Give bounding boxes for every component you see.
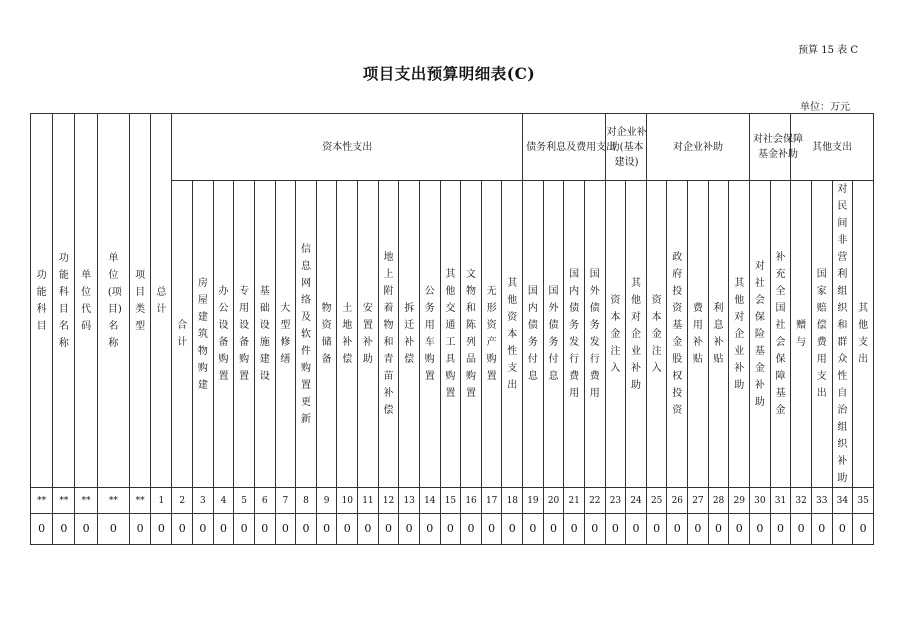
column-number-row-cell: ** [75,488,97,514]
sub-col-header-label: 国家赔偿费用支出 [816,269,827,399]
sub-col-header [543,181,564,488]
value-row-cell: 0 [770,514,791,545]
column-number-row-cell: 1 [151,488,172,514]
value-row-cell: 0 [296,514,317,545]
group-header-label: 对企业补助(基本建设) [606,126,647,168]
fixed-col-header [97,114,129,488]
sub-col-header-label: 其他对企业补助 [631,277,642,391]
sub-col-header [337,181,358,488]
sub-col-header [811,181,832,488]
sub-col-header [254,181,275,488]
column-number-row-cell: 21 [564,488,585,514]
sub-col-header-label: 基础设施建设 [259,286,270,382]
column-number-row-cell: 4 [213,488,234,514]
column-number-row-cell: 6 [254,488,275,514]
column-number-row-cell: 5 [234,488,255,514]
column-number-row-cell: ** [97,488,129,514]
column-number-row-cell: ** [31,488,53,514]
value-row-cell: 0 [461,514,482,545]
fixed-col-header [151,114,172,488]
column-number-row-cell: 29 [729,488,750,514]
sub-col-header [275,181,296,488]
group-header-label: 其他支出 [812,141,853,153]
value-row-cell: 0 [31,514,53,545]
value-row-cell: 0 [130,514,151,545]
sub-col-header [646,181,667,488]
value-row-cell: 0 [316,514,337,545]
sub-col-header-label: 赠与 [796,320,807,348]
sub-col-header-label: 政府投资基金股权投资 [672,252,683,416]
column-number-row-cell: 7 [275,488,296,514]
column-number-row-cell: ** [130,488,151,514]
fixed-col-header [130,114,151,488]
sub-col-header-label: 大型修缮 [280,303,291,365]
value-row-cell: 0 [234,514,255,545]
column-number-row-cell: 19 [523,488,544,514]
sub-col-header-label: 对民间非营利组织和群众性自治组织补助 [837,184,848,484]
value-row-cell: 0 [646,514,667,545]
budget-table [30,113,874,545]
column-number-row-cell: 31 [770,488,791,514]
sub-col-header [172,181,193,488]
group-header [750,114,804,181]
fixed-col-header-label: 功能科目名称 [58,252,69,349]
sub-col-header [481,181,502,488]
sub-col-header-label: 信息网络及软件购置更新 [301,243,312,425]
column-number-row-cell: 17 [481,488,502,514]
column-number-row-cell: ** [53,488,75,514]
value-row-cell: 0 [832,514,853,545]
fixed-col-header-label: 总计 [156,286,167,315]
sub-col-header-label: 安置补助 [362,303,373,365]
value-row-cell: 0 [75,514,97,545]
sub-col-header [750,181,771,488]
fixed-col-header-label: 单位(项目)名称 [107,252,122,349]
column-number-row-cell: 25 [646,488,667,514]
value-row-cell: 0 [275,514,296,545]
sub-col-header [853,181,874,488]
column-number-row-cell: 35 [853,488,874,514]
value-row-cell: 0 [378,514,399,545]
value-row-cell: 0 [750,514,771,545]
sub-col-header-label: 文物和陈列品购置 [466,269,477,399]
form-code: 预算 15 表 C [798,45,858,56]
value-row-cell: 0 [440,514,461,545]
fixed-col-header [75,114,97,488]
sub-col-header-label: 对社会保险基金补助 [754,260,765,408]
column-number-row-cell: 23 [605,488,626,514]
column-number-row-cell: 34 [832,488,853,514]
sub-col-header [729,181,750,488]
fixed-col-header-label: 单位代码 [81,269,92,332]
page-title: 项目支出预算明细表(C) [362,64,536,83]
value-row-cell: 0 [399,514,420,545]
column-number-row-cell: 20 [543,488,564,514]
sub-col-header-label: 国外债务发行费用 [589,269,600,399]
sub-col-header [316,181,337,488]
value-row-cell: 0 [605,514,626,545]
column-number-row-cell: 10 [337,488,358,514]
column-number-row-cell: 32 [791,488,812,514]
value-row-cell: 0 [811,514,832,545]
sub-col-header-label: 资本金注入 [610,294,621,374]
group-header [172,114,523,181]
group-header-label: 资本性支出 [322,141,373,153]
group-header-label: 对企业补助 [672,141,723,153]
sub-col-header-label: 国外债务付息 [548,286,559,382]
sub-col-header [234,181,255,488]
sub-col-header-label: 土地补偿 [342,303,353,365]
sub-col-header-label: 资本金注入 [651,294,662,374]
value-row-cell: 0 [213,514,234,545]
sub-col-header [461,181,482,488]
value-row-cell: 0 [688,514,709,545]
sub-col-header-label: 其他对企业补助 [734,277,745,391]
value-row-cell: 0 [502,514,523,545]
fixed-col-header-label: 项目类型 [135,269,146,332]
column-number-row-cell: 26 [667,488,688,514]
value-row-cell: 0 [543,514,564,545]
column-number-row-cell: 12 [378,488,399,514]
fixed-col-header-label: 功能科目 [36,269,47,332]
sub-col-header [605,181,626,488]
value-row-cell: 0 [667,514,688,545]
sub-col-header [708,181,729,488]
sub-col-header-label: 合计 [177,320,188,348]
value-row-cell: 0 [97,514,129,545]
value-row-cell: 0 [853,514,874,545]
sub-col-header [832,181,853,488]
value-row-cell: 0 [481,514,502,545]
sub-col-header-label: 其他支出 [858,303,869,365]
sub-col-header [667,181,688,488]
sub-col-header [791,181,812,488]
column-number-row-cell: 24 [626,488,647,514]
column-number-row [31,488,874,514]
sub-col-header [564,181,585,488]
value-row-cell: 0 [193,514,214,545]
sub-col-header-label: 房屋建筑物购建 [197,277,208,391]
value-row-cell: 0 [523,514,544,545]
sub-col-header [378,181,399,488]
column-number-row-cell: 28 [708,488,729,514]
value-row-cell: 0 [729,514,750,545]
sub-col-header [688,181,709,488]
value-row-cell: 0 [708,514,729,545]
value-row [31,514,874,545]
column-number-row-cell: 3 [193,488,214,514]
column-number-row-cell: 18 [502,488,523,514]
sub-col-header [770,181,791,488]
value-row-cell: 0 [419,514,440,545]
column-number-row-cell: 16 [461,488,482,514]
value-row-cell: 0 [53,514,75,545]
sub-col-header-label: 拆迁补偿 [404,303,415,365]
column-number-row-cell: 15 [440,488,461,514]
sub-col-header-label: 其他资本性支出 [507,277,518,391]
value-row-cell: 0 [172,514,193,545]
column-number-row-cell: 2 [172,488,193,514]
column-number-row-cell: 30 [750,488,771,514]
column-number-row-cell: 13 [399,488,420,514]
column-number-row-cell: 9 [316,488,337,514]
group-header [646,114,749,181]
sub-col-header-label: 地上附着物和青苗补偿 [383,252,394,416]
sub-col-header-label: 其他交通工具购置 [445,269,456,399]
group-header-label: 对社会保障基金补助 [753,134,804,160]
column-number-row-cell: 8 [296,488,317,514]
value-row-cell: 0 [337,514,358,545]
group-header-label: 债务利息及费用支出 [526,141,617,153]
sub-col-header-label: 物资储备 [321,303,332,365]
value-row-cell: 0 [626,514,647,545]
value-row-cell: 0 [254,514,275,545]
sub-col-header-label: 补充全国社会保障基金 [775,252,786,416]
sub-col-header-label: 公务用车购置 [424,286,435,382]
sub-col-header [399,181,420,488]
value-row-cell: 0 [791,514,812,545]
sub-col-header-label: 费用补贴 [692,303,703,365]
sub-col-header-label: 无形资产购置 [486,286,497,382]
sub-col-header [523,181,544,488]
sub-col-header-label: 专用设备购置 [239,286,250,382]
column-number-row-cell: 14 [419,488,440,514]
value-row-cell: 0 [358,514,379,545]
sub-col-header-label: 国内债务发行费用 [569,269,580,399]
value-row-cell: 0 [584,514,605,545]
fixed-col-header [53,114,75,488]
value-row-cell: 0 [564,514,585,545]
sub-col-header [358,181,379,488]
sub-col-header [419,181,440,488]
sub-col-header [584,181,605,488]
group-header [523,114,617,181]
column-number-row-cell: 22 [584,488,605,514]
column-number-row-cell: 33 [811,488,832,514]
sub-col-header-label: 办公设备购置 [218,286,229,382]
column-number-row-cell: 27 [688,488,709,514]
sub-col-header [440,181,461,488]
sub-col-header [626,181,647,488]
sub-col-header [502,181,523,488]
column-number-row-cell: 11 [358,488,379,514]
sub-col-header [296,181,317,488]
sub-col-header [213,181,234,488]
sub-col-header-label: 国内债务付息 [527,286,538,382]
sub-col-header-label: 利息补贴 [713,303,724,365]
fixed-col-header [31,114,53,488]
sub-col-header [193,181,214,488]
value-row-cell: 0 [151,514,172,545]
unit-label: 单位：万元 [800,102,850,113]
group-header [605,114,646,181]
